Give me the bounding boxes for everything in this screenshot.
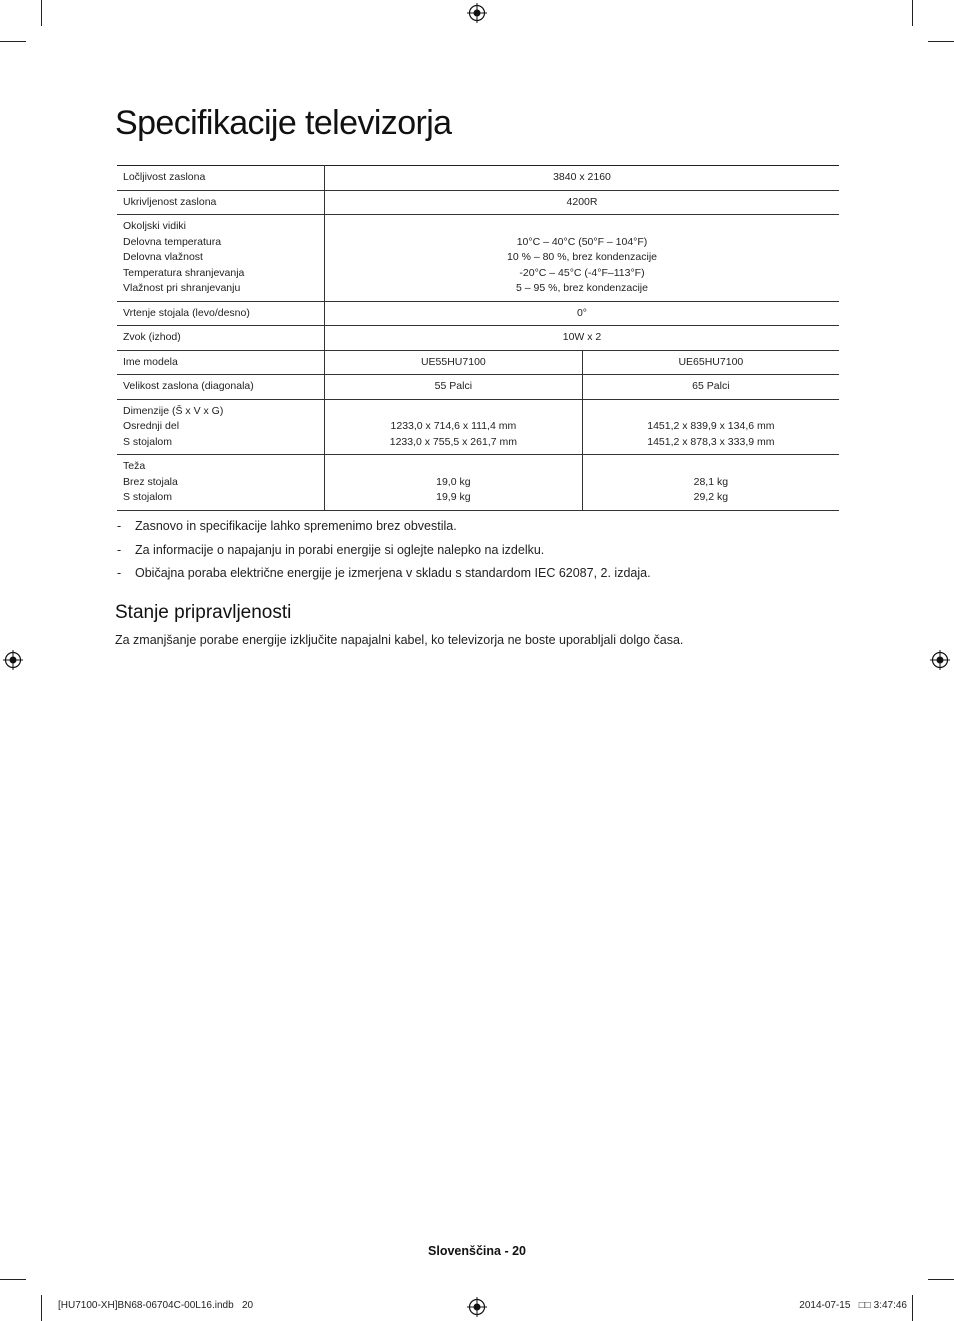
bullet-dash: -: [117, 566, 122, 580]
note-text: Zasnovo in specifikacije lahko spremenimo brez obvestila.: [135, 519, 457, 533]
bullet-dash: -: [117, 519, 122, 533]
row-label: Vrtenje stojala (levo/desno): [117, 301, 325, 326]
section-heading: Stanje pripravljenosti: [115, 602, 292, 623]
row-value: UE65HU7100: [582, 350, 839, 375]
registration-mark-icon: [467, 3, 487, 23]
notes-list: [117, 517, 651, 588]
row-label-line: Brez stojala: [123, 475, 178, 488]
row-label: Ime modela: [117, 350, 325, 375]
row-label-line: Okoljski vidiki: [123, 220, 187, 232]
table-row: [117, 190, 839, 215]
bullet-dash: -: [117, 542, 122, 557]
row-value-line: 1451,2 x 839,9 x 134,6 mm: [647, 420, 775, 432]
row-value: 55 Palci: [325, 375, 583, 400]
row-value: [582, 455, 839, 511]
footer-timestamp: 2014-07-15 □□ 3:47:46: [799, 1300, 907, 1311]
row-value: 10W x 2: [325, 326, 840, 351]
row-value: 65 Palci: [582, 375, 839, 400]
row-value-line: 28,1 kg: [693, 475, 729, 488]
note-text: Za informacije o napajanju in porabi energije si oglejte nalepko na izdelku.: [135, 542, 545, 557]
crop-mark: [0, 41, 26, 42]
registration-mark-icon: [930, 650, 950, 670]
row-label: Ukrivljenost zaslona: [117, 190, 325, 215]
row-value-line: -20°C – 45°C (-4°F–113°F): [519, 266, 645, 279]
row-label-line: S stojalom: [123, 435, 173, 448]
note-text: Običajna poraba električne energije je izmerjena v skladu s standardom IEC 62087, 2. izdaja.: [135, 566, 651, 580]
row-value-line: 10 % – 80 %, brez kondenzacije: [506, 251, 657, 263]
row-label-line: Dimenzije (Š x V x G): [123, 404, 224, 417]
row-label: [117, 455, 325, 511]
list-item: [117, 517, 651, 541]
row-value: [325, 455, 583, 511]
table-row: [117, 399, 839, 455]
crop-mark: [41, 0, 42, 26]
row-value: [325, 399, 583, 455]
table-row: [117, 166, 839, 191]
crop-mark: [0, 1279, 26, 1280]
row-value: 4200R: [325, 190, 840, 215]
crop-mark: [41, 1295, 42, 1321]
row-value: UE55HU7100: [325, 350, 583, 375]
list-item: [117, 564, 651, 588]
row-label-line: S stojalom: [123, 491, 173, 503]
row-value-line: 19,0 kg: [436, 475, 471, 488]
row-value-line: 1233,0 x 755,5 x 261,7 mm: [389, 435, 517, 448]
page-number: Slovenščina - 20: [428, 1244, 526, 1258]
row-value: 3840 x 2160: [325, 166, 840, 191]
row-label-line: Temperatura shranjevanja: [123, 266, 245, 279]
row-value-line: 19,9 kg: [436, 491, 471, 503]
list-item: [117, 541, 651, 565]
row-label: Zvok (izhod): [117, 326, 325, 351]
row-label-line: Teža: [123, 460, 146, 472]
table-row: [117, 215, 839, 302]
crop-mark: [912, 0, 913, 26]
registration-mark-icon: [467, 1297, 487, 1317]
row-label-line: Delovna vlažnost: [123, 251, 203, 263]
registration-mark-icon: [3, 650, 23, 670]
crop-mark: [928, 41, 954, 42]
crop-mark: [928, 1279, 954, 1280]
crop-mark: [912, 1295, 913, 1321]
table-row: [117, 326, 839, 351]
row-label-line: Delovna temperatura: [123, 235, 222, 248]
row-label-line: Vlažnost pri shranjevanju: [123, 282, 241, 294]
row-label-line: Osrednji del: [123, 420, 180, 432]
table-row: [117, 301, 839, 326]
row-value-line: 10°C – 40°C (50°F – 104°F): [516, 235, 648, 248]
table-row: [117, 455, 839, 511]
row-value: [325, 215, 840, 302]
footer-file-info: [HU7100-XH]BN68-06704C-00L16.indb 20: [58, 1300, 254, 1311]
row-label: [117, 399, 325, 455]
row-label: Velikost zaslona (diagonala): [117, 375, 325, 400]
row-value: [582, 399, 839, 455]
row-value-line: 1451,2 x 878,3 x 333,9 mm: [647, 435, 775, 448]
section-paragraph: Za zmanjšanje porabe energije izključite napajalni kabel, ko televizorja ne boste uporabljali dolgo časa.: [115, 633, 684, 647]
table-row: [117, 375, 839, 400]
row-value-line: 1233,0 x 714,6 x 111,4 mm: [390, 420, 517, 432]
row-label: [117, 215, 325, 302]
spec-table: [117, 165, 839, 511]
table-row: [117, 350, 839, 375]
row-value: 0°: [325, 301, 840, 326]
row-value-line: 29,2 kg: [693, 491, 729, 503]
page-title: Specifikacije televizorja: [115, 104, 452, 142]
row-label: Ločljivost zaslona: [117, 166, 325, 191]
row-value-line: 5 – 95 %, brez kondenzacije: [516, 282, 648, 294]
